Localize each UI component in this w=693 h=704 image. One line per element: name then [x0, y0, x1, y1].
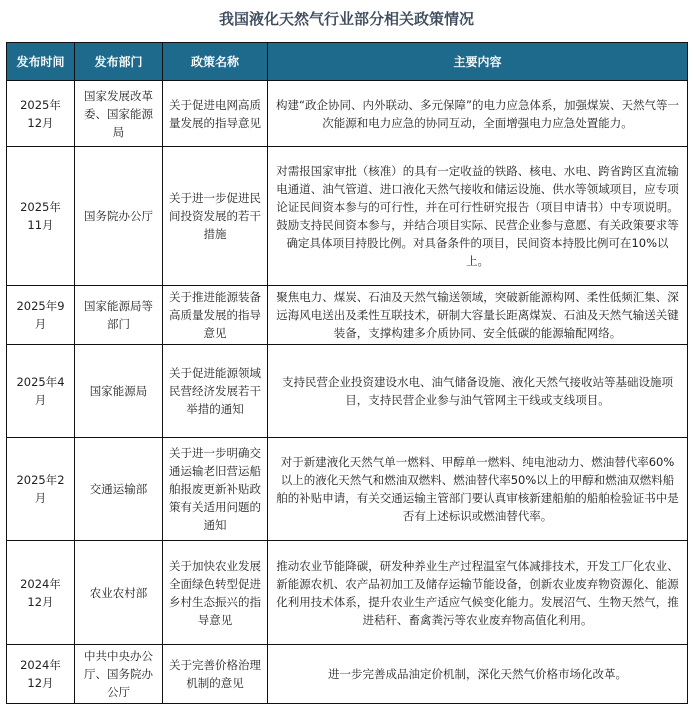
cell-date: 2025年12月 [7, 81, 75, 147]
cell-policy-name: 关于完善价格治理机制的意见 [163, 645, 268, 704]
cell-content: 支持民营企业投资建设水电、油气储备设施、液化天然气接收站等基础设施项目，支持民营企业参与油气管网主干线或支线项目。 [268, 345, 688, 438]
cell-dept: 国家能源局等部门 [75, 286, 163, 345]
cell-date: 2024年12月 [7, 645, 75, 704]
header-content: 主要内容 [268, 43, 688, 81]
table-row [7, 81, 688, 147]
cell-policy-name: 关于促进电网高质量发展的指导意见 [163, 81, 268, 147]
cell-date: 2024年12月 [7, 541, 75, 645]
cell-date: 2025年2月 [7, 438, 75, 541]
cell-content: 进一步完善成品油定价机制，深化天然气价格市场化改革。 [268, 645, 688, 704]
page-title: 我国液化天然气行业部分相关政策情况 [218, 10, 474, 28]
table-row [7, 345, 688, 438]
cell-dept: 交通运输部 [75, 438, 163, 541]
cell-content: 聚焦电力、煤炭、石油及天然气输送领域，突破新能源构网、柔性低频汇集、深远海风电送出及柔性互联技术，研制大容量长距离煤炭、石油及天然气输送关键装备，支撑构建多介质协同、安全低碳的能源输配网络。 [268, 286, 688, 345]
header-name: 政策名称 [163, 43, 268, 81]
table-row [7, 286, 688, 345]
table-header-row [7, 43, 688, 81]
header-date: 发布时间 [7, 43, 75, 81]
policy-table [6, 42, 688, 704]
cell-dept: 国务院办公厅 [75, 147, 163, 286]
table-row [7, 438, 688, 541]
header-dept: 发布部门 [75, 43, 163, 81]
cell-date: 2025年11月 [7, 147, 75, 286]
cell-content: 对需报国家审批（核准）的具有一定收益的铁路、核电、水电、跨省跨区直流输电通道、油气管道、进口液化天然气接收和储运设施、供水等领域项目，应专项论证民间资本参与的可行性，并在可行性研究报告（项目申请书）中专项说明。鼓励支持民间资本参与，并结合项目实际、民营企业参与意愿、有关政策要求等确定具体项目持股比例。对具备条件的项目，民间资本持股比例可在10%以上。 [268, 147, 688, 286]
cell-date: 2025年9月 [7, 286, 75, 345]
cell-dept: 农业农村部 [75, 541, 163, 645]
cell-dept: 国家能源局 [75, 345, 163, 438]
cell-content: 对于新建液化天然气单一燃料、甲醇单一燃料、纯电池动力、燃油替代率60%以上的液化天然气和燃油双燃料、燃油替代率50%以上的甲醇和燃油双燃料船舶的补贴申请，有关交通运输主管部门要认真审核新建船舶的船舶检验证书中是否有上述标识或燃油替代率。 [268, 438, 688, 541]
table-row [7, 147, 688, 286]
cell-dept: 中共中央办公厅、国务院办公厅 [75, 645, 163, 704]
cell-content: 构建“政企协同、内外联动、多元保障”的电力应急体系，加强煤炭、天然气等一次能源和电力应急的协同互动，全面增强电力应急处置能力。 [268, 81, 688, 147]
table-row [7, 541, 688, 645]
cell-date: 2025年4月 [7, 345, 75, 438]
cell-policy-name: 关于进一步明确交通运输老旧营运船舶报废更新补贴政策有关适用问题的通知 [163, 438, 268, 541]
cell-policy-name: 关于促进能源领域民营经济发展若干举措的通知 [163, 345, 268, 438]
cell-dept: 国家发展改革委、国家能源局 [75, 81, 163, 147]
cell-policy-name: 关于推进能源装备高质量发展的指导意见 [163, 286, 268, 345]
table-row [7, 645, 688, 704]
cell-policy-name: 关于加快农业发展全面绿色转型促进乡村生态振兴的指导意见 [163, 541, 268, 645]
cell-policy-name: 关于进一步促进民间投资发展的若干措施 [163, 147, 268, 286]
cell-content: 推动农业节能降碳，研发种养业生产过程温室气体减排技术，开发工厂化农业、新能源农机、农产品初加工及储存运输节能设备，创新农业废弃物资源化、能源化利用技术体系，提升农业生产适应气候变化能力。发展沼气、生物天然气，推进秸秆、畜禽粪污等农业废弃物高值化利用。 [268, 541, 688, 645]
